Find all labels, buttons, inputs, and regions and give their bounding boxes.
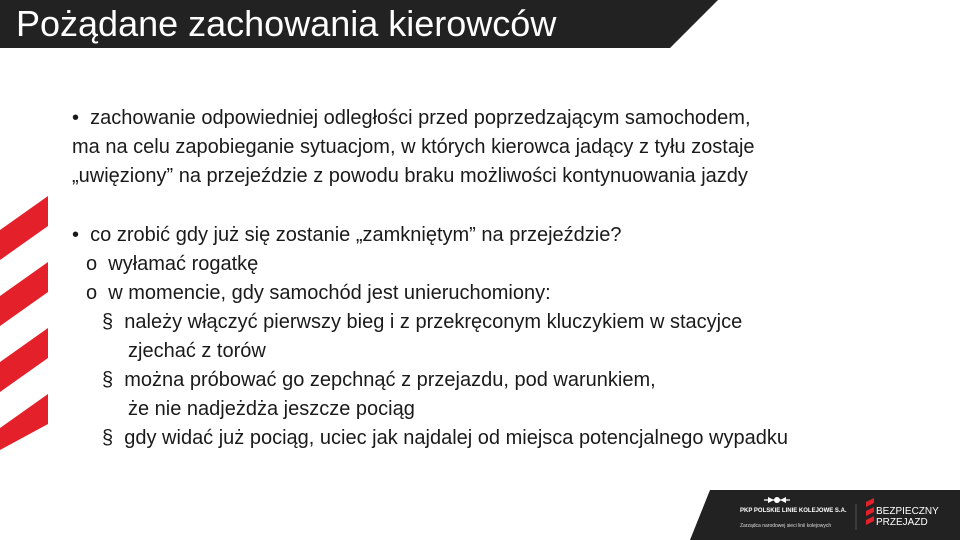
pkp-company-name: PKP POLSKIE LINIE KOLEJOWE S.A.	[740, 508, 847, 514]
bullet-question	[72, 221, 932, 250]
campaign-line-1: BEZPIECZNY	[876, 506, 939, 517]
sub-text: wyłamać rogatkę	[108, 253, 259, 275]
sub-marker: o	[86, 282, 98, 304]
subsub-item-first-gear-cont: zjechać z torów	[128, 340, 266, 362]
slide-content	[72, 104, 932, 453]
subsub-item-push-cont: że nie nadjeżdża jeszcze pociąg	[128, 398, 415, 420]
campaign-logo-text	[876, 506, 939, 528]
bullet-text: co zrobić gdy już się zostanie „zamkniętym” na przejeździe?	[90, 224, 622, 246]
campaign-line-2: PRZEJAZD	[876, 517, 928, 528]
bezpieczny-przejazd-logo-icon	[866, 498, 874, 525]
pkp-subtitle: Zarządca narodowej sieci linii kolejowych	[740, 523, 832, 529]
subsub-item-run	[72, 424, 932, 453]
bullet-line-2: ma na celu zapobieganie sytuacjom, w których kierowca jadący z tyłu zostaje	[72, 136, 755, 158]
bullet-marker: •	[72, 107, 80, 129]
subsub-item-push	[72, 366, 932, 395]
page-title: Pożądane zachowania kierowców	[16, 3, 557, 44]
bullet-line-3: „uwięziony” na przejeździe z powodu braku możliwości kontynuowania jazdy	[72, 165, 748, 187]
subsub-text: należy włączyć pierwszy bieg i z przekręconym kluczykiem w stacyjce	[124, 311, 743, 333]
bullet-line-1	[72, 104, 932, 133]
subsub-marker: §	[102, 311, 114, 333]
subsub-item-first-gear	[72, 308, 932, 337]
bullet-marker: •	[72, 224, 80, 246]
sub-item-break-barrier	[72, 250, 932, 279]
red-stripes-decoration	[0, 190, 60, 450]
sub-item-immobilized	[72, 279, 932, 308]
title-bar	[0, 0, 720, 48]
footer-logos	[690, 490, 960, 540]
bullet-distance	[72, 104, 932, 191]
subsub-marker: §	[102, 369, 114, 391]
sub-text: w momencie, gdy samochód jest unieruchomiony:	[108, 282, 551, 304]
sub-marker: o	[86, 253, 98, 275]
subsub-text: można próbować go zepchnąć z przejazdu, pod warunkiem,	[124, 369, 656, 391]
subsub-text: gdy widać już pociąg, uciec jak najdalej od miejsca potencjalnego wypadku	[124, 427, 788, 449]
subsub-marker: §	[102, 427, 114, 449]
bullet-trapped	[72, 221, 932, 453]
bullet-text: zachowanie odpowiedniej odległości przed poprzedzającym samochodem,	[90, 107, 751, 129]
